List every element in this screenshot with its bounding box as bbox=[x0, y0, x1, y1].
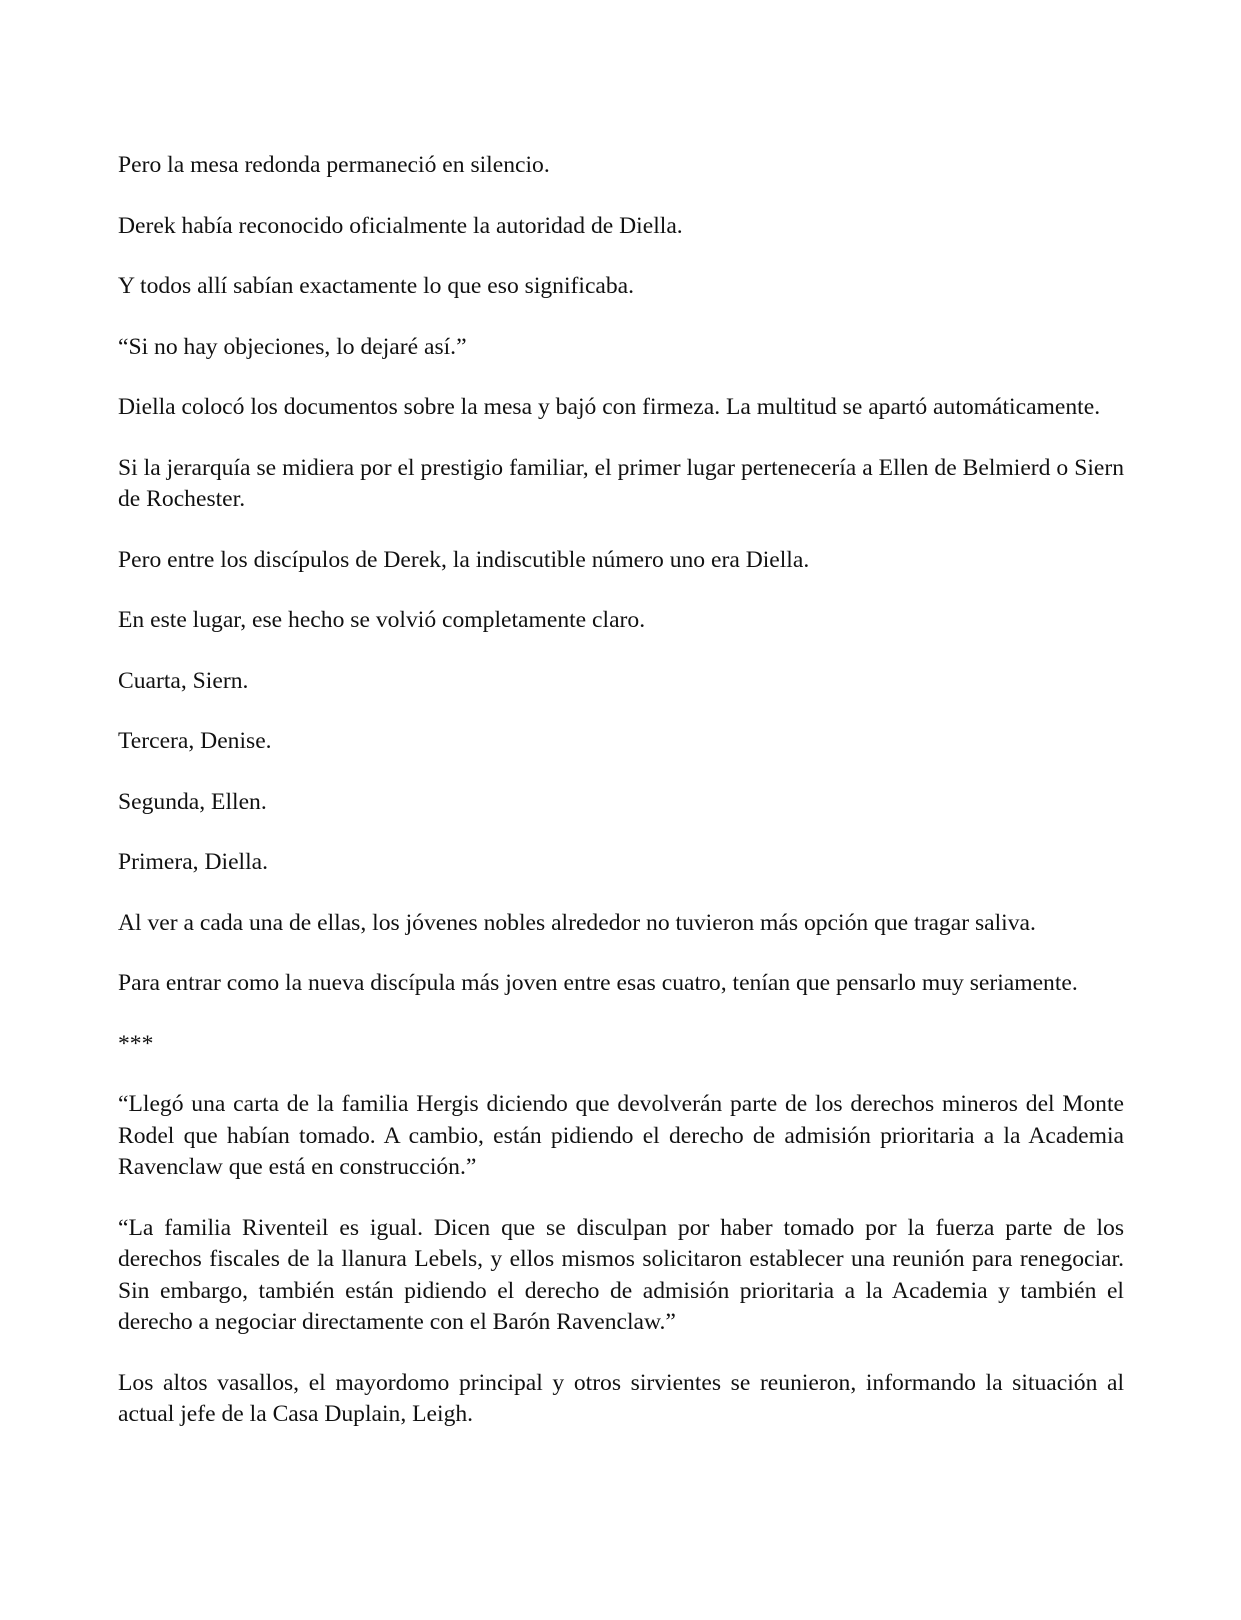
paragraph: En este lugar, ese hecho se volvió completamente claro. bbox=[118, 607, 646, 633]
paragraph: Los altos vasallos, el mayordomo principal y otros sirvientes se reunieron, informando la situación al actual jefe de la Casa Duplain, Leigh. bbox=[118, 1369, 1124, 1427]
paragraph: Segunda, Ellen. bbox=[118, 788, 267, 815]
paragraph: Tercera, Denise. bbox=[118, 728, 272, 754]
paragraph: Diella colocó los documentos sobre la mesa y bajó con firmeza. La multitud se apartó automáticamente. bbox=[118, 394, 1101, 420]
paragraph: Para entrar como la nueva discípula más joven entre esas cuatro, tenían que pensarlo muy seriamente. bbox=[118, 970, 1078, 996]
paragraph: “La familia Riventeil es igual. Dicen que se disculpan por haber tomado por la fuerza parte de los derechos fiscales de la llanura Lebels, y ellos mismos solicitaron establecer una reunión para renegociar. Sin embargo, también están pidiendo el derecho de admisión prioritaria a la Academia y también el derecho a negociar directamente con el Barón Ravenclaw.” bbox=[118, 1214, 1124, 1335]
document-body bbox=[118, 150, 1124, 1460]
paragraph: Y todos allí sabían exactamente lo que eso significaba. bbox=[118, 273, 635, 299]
section-break: *** bbox=[118, 1030, 154, 1057]
paragraph: Al ver a cada una de ellas, los jóvenes nobles alrededor no tuvieron más opción que tragar saliva. bbox=[118, 909, 1036, 936]
paragraph: “Si no hay objeciones, lo dejaré así.” bbox=[118, 333, 467, 360]
paragraph: Pero la mesa redonda permaneció en silencio. bbox=[118, 152, 550, 178]
paragraph: “Llegó una carta de la familia Hergis diciendo que devolverán parte de los derechos mineros del Monte Rodel que habían tomado. A cambio, están pidiendo el derecho de admisión prioritaria a la Academia Ravenclaw que está en construcción.” bbox=[118, 1091, 1124, 1180]
paragraph: Si la jerarquía se midiera por el prestigio familiar, el primer lugar pertenecería a Ellen de Belmierd o Siern de Rochester. bbox=[118, 454, 1124, 512]
paragraph: Primera, Diella. bbox=[118, 849, 269, 875]
paragraph: Pero entre los discípulos de Derek, la indiscutible número uno era Diella. bbox=[118, 546, 810, 573]
paragraph: Cuarta, Siern. bbox=[118, 667, 249, 694]
paragraph: Derek había reconocido oficialmente la autoridad de Diella. bbox=[118, 212, 683, 239]
